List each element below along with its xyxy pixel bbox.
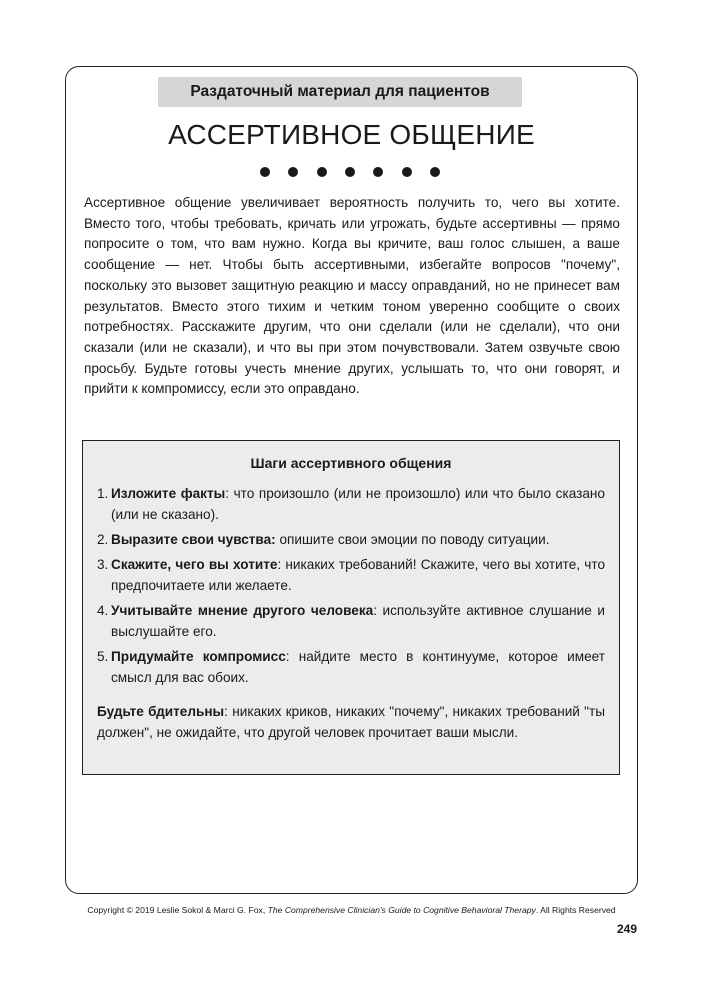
step-number: 3. [97,557,109,572]
page-title: АССЕРТИВНОЕ ОБЩЕНИЕ [168,119,535,150]
step-number: 1. [97,486,109,501]
copyright-suffix: . All Rights Reserved [535,905,616,915]
step-body [111,529,605,550]
steps-box [82,440,620,775]
handout-label-text: Раздаточный материал для пациентов [190,83,490,100]
handout-label [158,77,522,107]
step-item [97,483,605,525]
step-lead: Изложите факты [111,486,226,501]
divider-dot [317,167,327,177]
step-text: опишите свои эмоции по поводу ситуации. [275,532,550,547]
divider-dot [288,167,298,177]
step-item [97,600,605,642]
copyright-notice [60,905,643,915]
step-lead: Придумайте компромисс [111,649,286,664]
intro-paragraph: Ассертивное общение увеличивает вероятность получить то, чего вы хотите. Вместо того, чтобы требовать, кричать или угрожать, будьте ассертивны — прямо попросите о том, что вам нужно. Когда вы кричите, ваш голос слышен, а ваше сообщение — нет. Чтобы быть ассертивными, избегайте вопросов "почему", поскольку это вызовет защитную реакцию и массу оправданий, но не принесет вам результатов. Вместо этого тихим и четким тоном уверенно сообщите о своих потребностях. Расскажите другим, что они сделали (или не сделали), что они сказали (или не сказали), и что вы при этом почувствовали. Затем озвучьте свою просьбу. Будьте готовы учесть мнение других, услышать то, что они говорят, и прийти к компромиссу, если это оправдано. [84,195,620,397]
step-number: 5. [97,649,109,664]
divider-dot [345,167,355,177]
warning-lead: Будьте бдительны [97,704,225,719]
divider-dot [430,167,440,177]
step-body [111,554,605,596]
page-number: 249 [616,922,637,936]
step-number: 4. [97,603,109,618]
step-text: : что произошло (или не произошло) или что было сказано (или не сказано). [111,486,605,522]
step-lead: Выразите свои чувства: [111,532,276,547]
divider-dot [402,167,412,177]
step-body [111,483,605,525]
warning-text: : никаких криков, никаких "почему", никаких требований "ты должен", не ожидайте, что другой человек прочитает ваши мысли. [97,704,605,740]
steps-list [97,483,605,688]
book-title: The Comprehensive Clinician's Guide to Cognitive Behavioral Therapy [267,905,536,915]
steps-title: Шаги ассертивного общения [250,455,452,471]
step-body [111,646,605,688]
dot-divider [260,165,440,179]
step-item [97,529,605,550]
step-number: 2. [97,532,109,547]
divider-dot [260,167,270,177]
divider-dot [373,167,383,177]
step-text: : найдите место в континууме, которое имеет смысл для вас обоих. [111,649,605,685]
step-lead: Скажите, чего вы хотите [111,557,278,572]
step-text: : используйте активное слушание и выслушайте его. [111,603,605,639]
step-text: : никаких требований! Скажите, чего вы хотите, что предпочитаете или желаете. [111,557,606,593]
step-item [97,646,605,688]
step-body [111,600,605,642]
warning-paragraph [97,701,605,743]
copyright-prefix: Copyright © 2019 Leslie Sokol & Marci G. Fox, [87,905,268,915]
step-item [97,554,605,596]
step-lead: Учитывайте мнение другого человека [111,603,374,618]
